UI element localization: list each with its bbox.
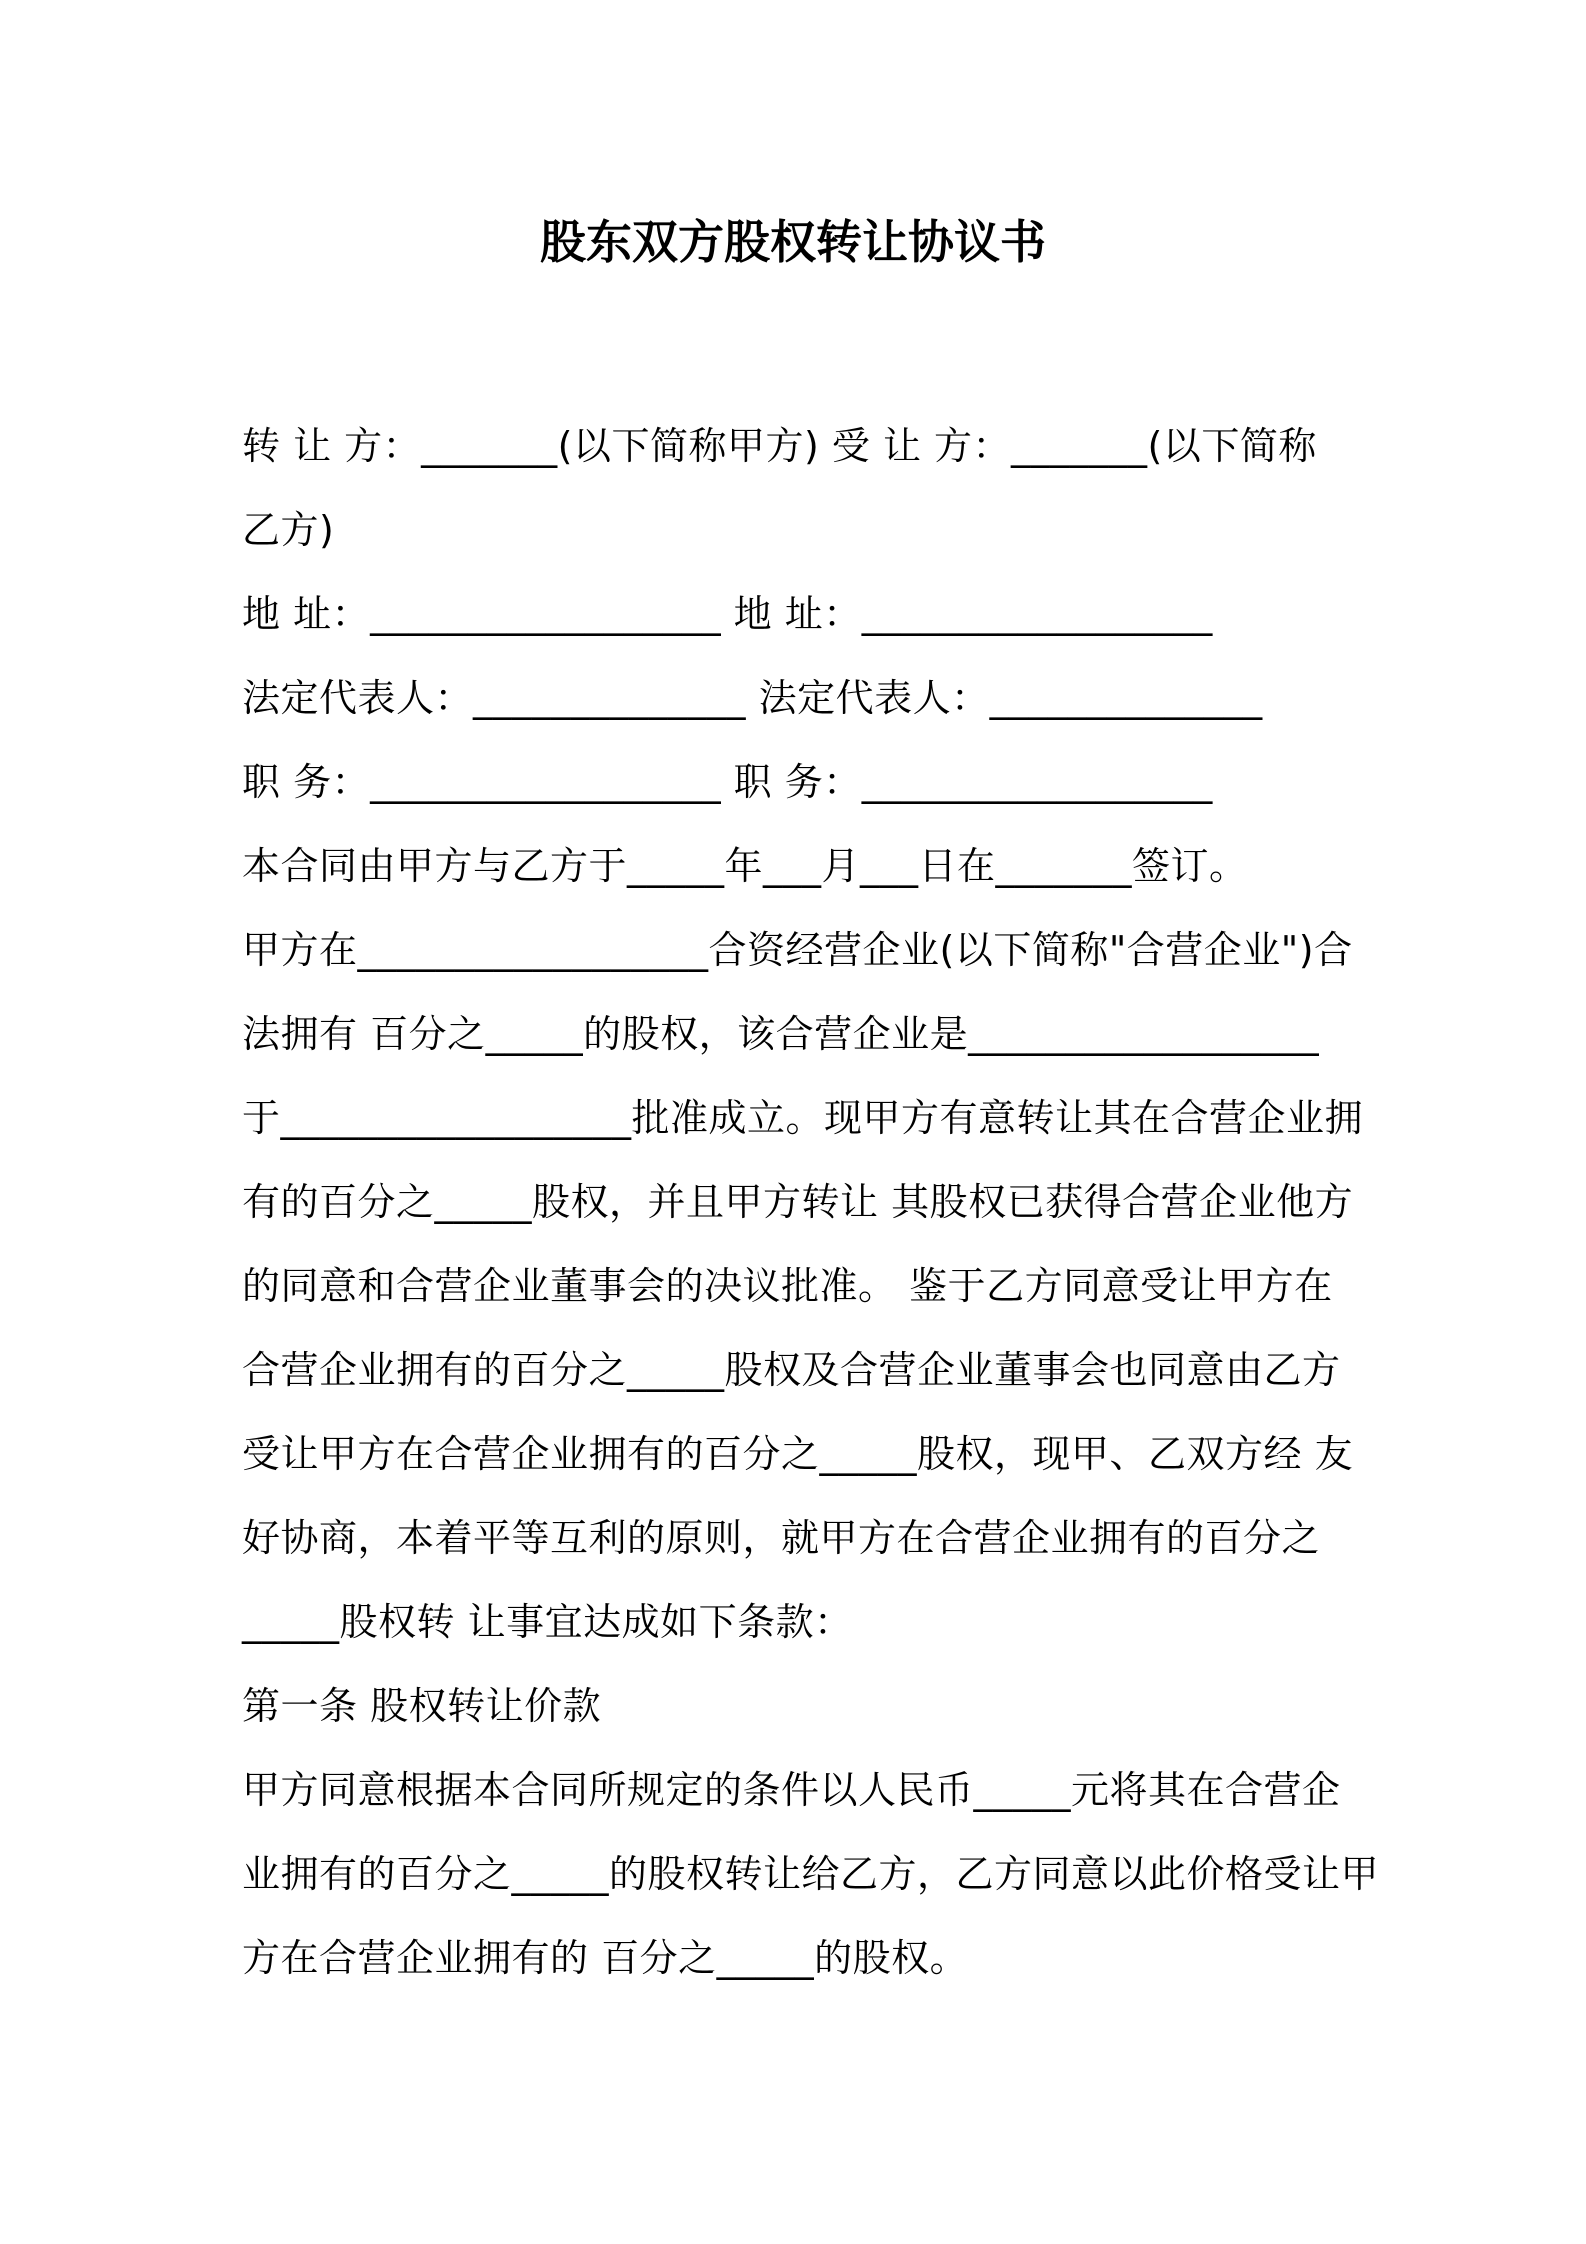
text-line: 方在合营企业拥有的 百分之_____的股权。 — [242, 1936, 969, 1980]
text-line: 转 让 方：_______(以下简称甲方) 受 让 方：_______(以下简称 — [242, 424, 1317, 468]
text-line: 好协商，本着平等互利的原则，就甲方在合营企业拥有的百分之 — [242, 1516, 1321, 1560]
text-line: 本合同由甲方与乙方于_____年___月___日在_______签订。 — [242, 844, 1248, 888]
text-line: 甲方在__________________合资经营企业(以下简称"合营企业")合 — [242, 928, 1353, 972]
text-line: 业拥有的百分之_____的股权转让给乙方，乙方同意以此价格受让甲 — [242, 1852, 1380, 1896]
text-line: 甲方同意根据本合同所规定的条件以人民币_____元将其在合营企 — [242, 1768, 1341, 1812]
text-line: 地 址：__________________ 地 址：__________________ — [242, 592, 1213, 636]
text-line: 职 务：__________________ 职 务：__________________ — [242, 760, 1213, 804]
text-line: 有的百分之_____股权，并且甲方转让 其股权已获得合营企业他方 — [242, 1180, 1354, 1224]
text-line: 合营企业拥有的百分之_____股权及合营企业董事会也同意由乙方 — [242, 1348, 1341, 1392]
text-line: 第一条 股权转让价款 — [242, 1684, 602, 1728]
text-line: 于__________________批准成立。现甲方有意转让其在合营企业拥 — [242, 1096, 1364, 1140]
text-line: 法拥有 百分之_____的股权，该合营企业是__________________ — [242, 1012, 1320, 1056]
document-body — [242, 404, 1380, 2000]
text-line: 法定代表人：______________ 法定代表人：______________ — [242, 676, 1263, 720]
text-line: 的同意和合营企业董事会的决议批准。 鉴于乙方同意受让甲方在 — [242, 1264, 1333, 1308]
document-title: 股东双方股权转让协议书 — [540, 215, 1046, 269]
text-line: 受让甲方在合营企业拥有的百分之_____股权，现甲、乙双方经 友 — [242, 1432, 1354, 1476]
text-line: 乙方) — [242, 508, 335, 552]
text-line: _____股权转 让事宜达成如下条款： — [242, 1600, 853, 1644]
